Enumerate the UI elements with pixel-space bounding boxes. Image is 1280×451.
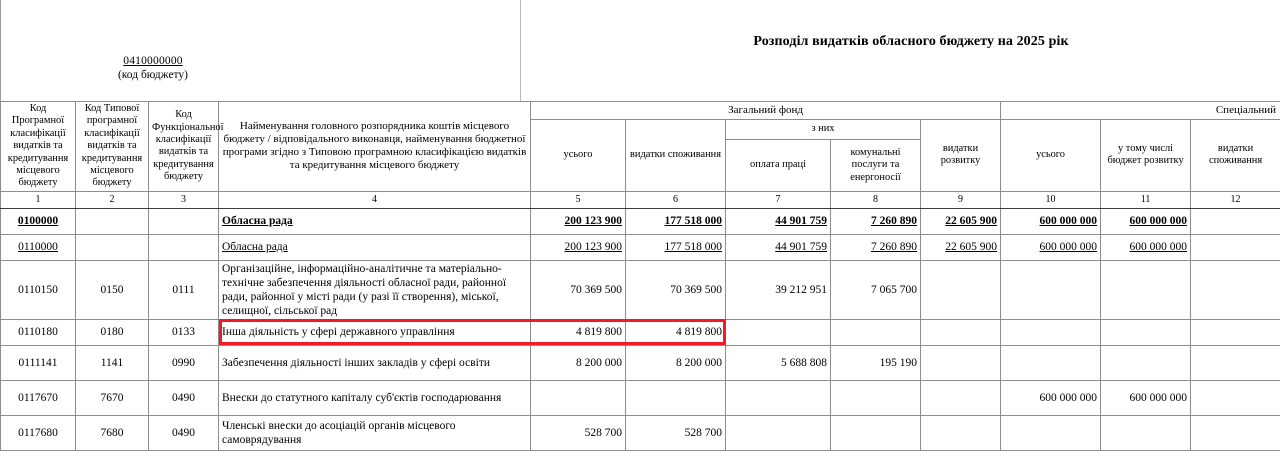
budget-code-caption: (код бюджету) — [73, 68, 233, 82]
row-name: Організаційне, інформаційно-аналітичне та матеріально-технічне забезпечення діяльності обласної ради, районної ради, районної у місті ради (у разі її створення), міської, селищної, сільської рад — [219, 260, 531, 319]
table-row[interactable] — [1, 234, 1280, 260]
table-row[interactable] — [1, 415, 1280, 450]
budget-code-block — [73, 54, 233, 82]
row-typical-code — [76, 208, 149, 234]
row-gf-consumption: 528 700 — [626, 415, 726, 450]
row-sf-devbudget — [1101, 260, 1191, 319]
row-typical-code — [76, 234, 149, 260]
row-functional-code — [149, 234, 219, 260]
row-gf-total-text: 200 123 900 — [565, 241, 623, 253]
row-gf-development — [921, 345, 1001, 380]
row-sf-consumption — [1191, 319, 1280, 345]
row-gf-wages — [726, 415, 831, 450]
row-name: Інша діяльність у сфері державного управління — [219, 319, 531, 345]
row-gf-total: 8 200 000 — [531, 345, 626, 380]
column-number: 11 — [1101, 191, 1191, 208]
row-functional-code — [149, 208, 219, 234]
row-sf-devbudget — [1101, 415, 1191, 450]
row-gf-utilities — [831, 234, 921, 260]
col-header-11: у тому числі бюджет розвитку — [1101, 120, 1191, 192]
row-sf-total-text: 600 000 000 — [1040, 215, 1098, 227]
row-gf-consumption: 4 819 800 — [626, 319, 726, 345]
row-typical-code: 7670 — [76, 380, 149, 415]
row-gf-development — [921, 415, 1001, 450]
row-sf-total — [1001, 415, 1101, 450]
table-row[interactable] — [1, 208, 1280, 234]
row-functional-code: 0490 — [149, 380, 219, 415]
row-name: Членські внески до асоціацій органів місцевого самоврядування — [219, 415, 531, 450]
row-gf-utilities-text: 7 260 890 — [871, 241, 917, 253]
row-name — [219, 208, 531, 234]
row-sf-consumption — [1191, 234, 1280, 260]
budget-table — [0, 101, 1280, 451]
row-gf-utilities: 7 065 700 — [831, 260, 921, 319]
row-sf-devbudget — [1101, 319, 1191, 345]
col-header-5: усього — [531, 120, 626, 192]
row-gf-utilities-text: 7 260 890 — [871, 215, 917, 227]
column-number: 7 — [726, 191, 831, 208]
header-row-groups — [1, 102, 1280, 120]
table-row[interactable] — [1, 345, 1280, 380]
row-program-code-text: 0110000 — [18, 241, 58, 253]
row-gf-wages: 39 212 951 — [726, 260, 831, 319]
row-program-code: 0110180 — [1, 319, 76, 345]
row-gf-development — [921, 260, 1001, 319]
row-typical-code: 0150 — [76, 260, 149, 319]
row-gf-development — [921, 208, 1001, 234]
header-divider-line — [520, 0, 521, 101]
document-title: Розподіл видатків обласного бюджету на 2025 рік — [541, 34, 1280, 50]
budget-code-value: 0410000000 — [73, 54, 233, 68]
row-program-code-text: 0100000 — [18, 215, 58, 227]
row-sf-devbudget — [1101, 234, 1191, 260]
row-sf-devbudget — [1101, 345, 1191, 380]
row-functional-code: 0133 — [149, 319, 219, 345]
row-sf-devbudget-text: 600 000 000 — [1130, 241, 1188, 253]
row-gf-consumption: 70 369 500 — [626, 260, 726, 319]
column-number: 1 — [1, 191, 76, 208]
row-gf-development-text: 22 605 900 — [945, 215, 997, 227]
row-sf-consumption — [1191, 415, 1280, 450]
col-header-1: Код Програмної класифікації видатків та кредитування місцевого бюджету — [1, 102, 76, 192]
row-sf-total: 600 000 000 — [1001, 380, 1101, 415]
row-gf-utilities — [831, 319, 921, 345]
column-number: 5 — [531, 191, 626, 208]
col-header-3: Код Функціональної класифікації видатків та кредитування бюджету — [149, 102, 219, 192]
row-typical-code: 1141 — [76, 345, 149, 380]
column-number: 8 — [831, 191, 921, 208]
row-gf-consumption — [626, 234, 726, 260]
col-header-8: комунальні послуги та енергоносії — [831, 139, 921, 191]
column-number: 2 — [76, 191, 149, 208]
row-gf-utilities: 195 190 — [831, 345, 921, 380]
row-sf-total — [1001, 260, 1101, 319]
row-gf-wages — [726, 234, 831, 260]
row-gf-total: 4 819 800 — [531, 319, 626, 345]
document-header-area — [0, 0, 1280, 101]
row-sf-devbudget-text: 600 000 000 — [1130, 215, 1188, 227]
row-functional-code: 0111 — [149, 260, 219, 319]
group-header-special-fund: Спеціальний — [1001, 102, 1280, 120]
row-sf-consumption — [1191, 380, 1280, 415]
row-gf-wages-text: 44 901 759 — [775, 241, 827, 253]
row-typical-code: 7680 — [76, 415, 149, 450]
column-number: 10 — [1001, 191, 1101, 208]
table-row[interactable] — [1, 260, 1280, 319]
column-number-row — [1, 191, 1280, 208]
row-gf-wages — [726, 319, 831, 345]
group-header-general-fund: Загальний фонд — [531, 102, 1001, 120]
row-name: Забезпечення діяльності інших закладів у сфері освіти — [219, 345, 531, 380]
col-header-4: Найменування головного розпорядника коштів місцевого бюджету / відповідального виконавця, найменування бюджетної програми згідно з Типовою програмною класифікацією видатків та кредитування місцевого бюджету — [219, 102, 531, 192]
row-functional-code: 0990 — [149, 345, 219, 380]
column-number: 9 — [921, 191, 1001, 208]
col-header-12: видатки споживання — [1191, 120, 1280, 192]
row-name: Внески до статутного капіталу суб'єктів господарювання — [219, 380, 531, 415]
row-sf-total — [1001, 345, 1101, 380]
row-gf-utilities — [831, 380, 921, 415]
row-gf-total — [531, 380, 626, 415]
row-functional-code: 0490 — [149, 415, 219, 450]
table-row[interactable] — [1, 380, 1280, 415]
row-gf-total-text: 200 123 900 — [565, 215, 623, 227]
col-header-9: видатки розвитку — [921, 120, 1001, 192]
row-program-code — [1, 208, 76, 234]
row-sf-devbudget — [1101, 208, 1191, 234]
row-gf-utilities — [831, 208, 921, 234]
row-gf-development — [921, 380, 1001, 415]
row-gf-consumption: 8 200 000 — [626, 345, 726, 380]
column-number: 3 — [149, 191, 219, 208]
row-program-code: 0117680 — [1, 415, 76, 450]
row-sf-total — [1001, 319, 1101, 345]
row-program-code: 0110150 — [1, 260, 76, 319]
row-gf-wages — [726, 208, 831, 234]
row-gf-consumption — [626, 208, 726, 234]
col-header-2: Код Типової програмної класифікації видатків та кредитування місцевого бюджету — [76, 102, 149, 192]
row-gf-wages-text: 44 901 759 — [775, 215, 827, 227]
row-gf-development-text: 22 605 900 — [945, 241, 997, 253]
row-gf-consumption — [626, 380, 726, 415]
row-name — [219, 234, 531, 260]
row-gf-development — [921, 319, 1001, 345]
col-header-7: оплата праці — [726, 139, 831, 191]
row-sf-devbudget: 600 000 000 — [1101, 380, 1191, 415]
table-row[interactable] — [1, 319, 1280, 345]
row-gf-wages — [726, 380, 831, 415]
row-gf-development — [921, 234, 1001, 260]
row-gf-total: 70 369 500 — [531, 260, 626, 319]
row-sf-consumption — [1191, 345, 1280, 380]
col-header-6: видатки споживання — [626, 120, 726, 192]
row-gf-consumption-text: 177 518 000 — [665, 215, 723, 227]
table-header — [1, 102, 1280, 209]
row-sf-total-text: 600 000 000 — [1040, 241, 1098, 253]
column-number: 4 — [219, 191, 531, 208]
row-gf-total: 528 700 — [531, 415, 626, 450]
row-gf-wages: 5 688 808 — [726, 345, 831, 380]
row-name-text: Обласна рада — [222, 241, 288, 253]
column-number: 12 — [1191, 191, 1280, 208]
row-program-code: 0111141 — [1, 345, 76, 380]
col-header-10: усього — [1001, 120, 1101, 192]
row-sf-total — [1001, 208, 1101, 234]
row-sf-total — [1001, 234, 1101, 260]
row-name-text: Обласна рада — [222, 215, 293, 227]
table-body — [1, 208, 1280, 450]
column-number: 6 — [626, 191, 726, 208]
row-program-code — [1, 234, 76, 260]
row-typical-code: 0180 — [76, 319, 149, 345]
row-sf-consumption — [1191, 260, 1280, 319]
row-gf-consumption-text: 177 518 000 — [665, 241, 723, 253]
row-sf-consumption — [1191, 208, 1280, 234]
row-gf-utilities — [831, 415, 921, 450]
row-gf-total — [531, 234, 626, 260]
group-header-of-which: з них — [726, 120, 921, 140]
row-gf-total — [531, 208, 626, 234]
row-program-code: 0117670 — [1, 380, 76, 415]
